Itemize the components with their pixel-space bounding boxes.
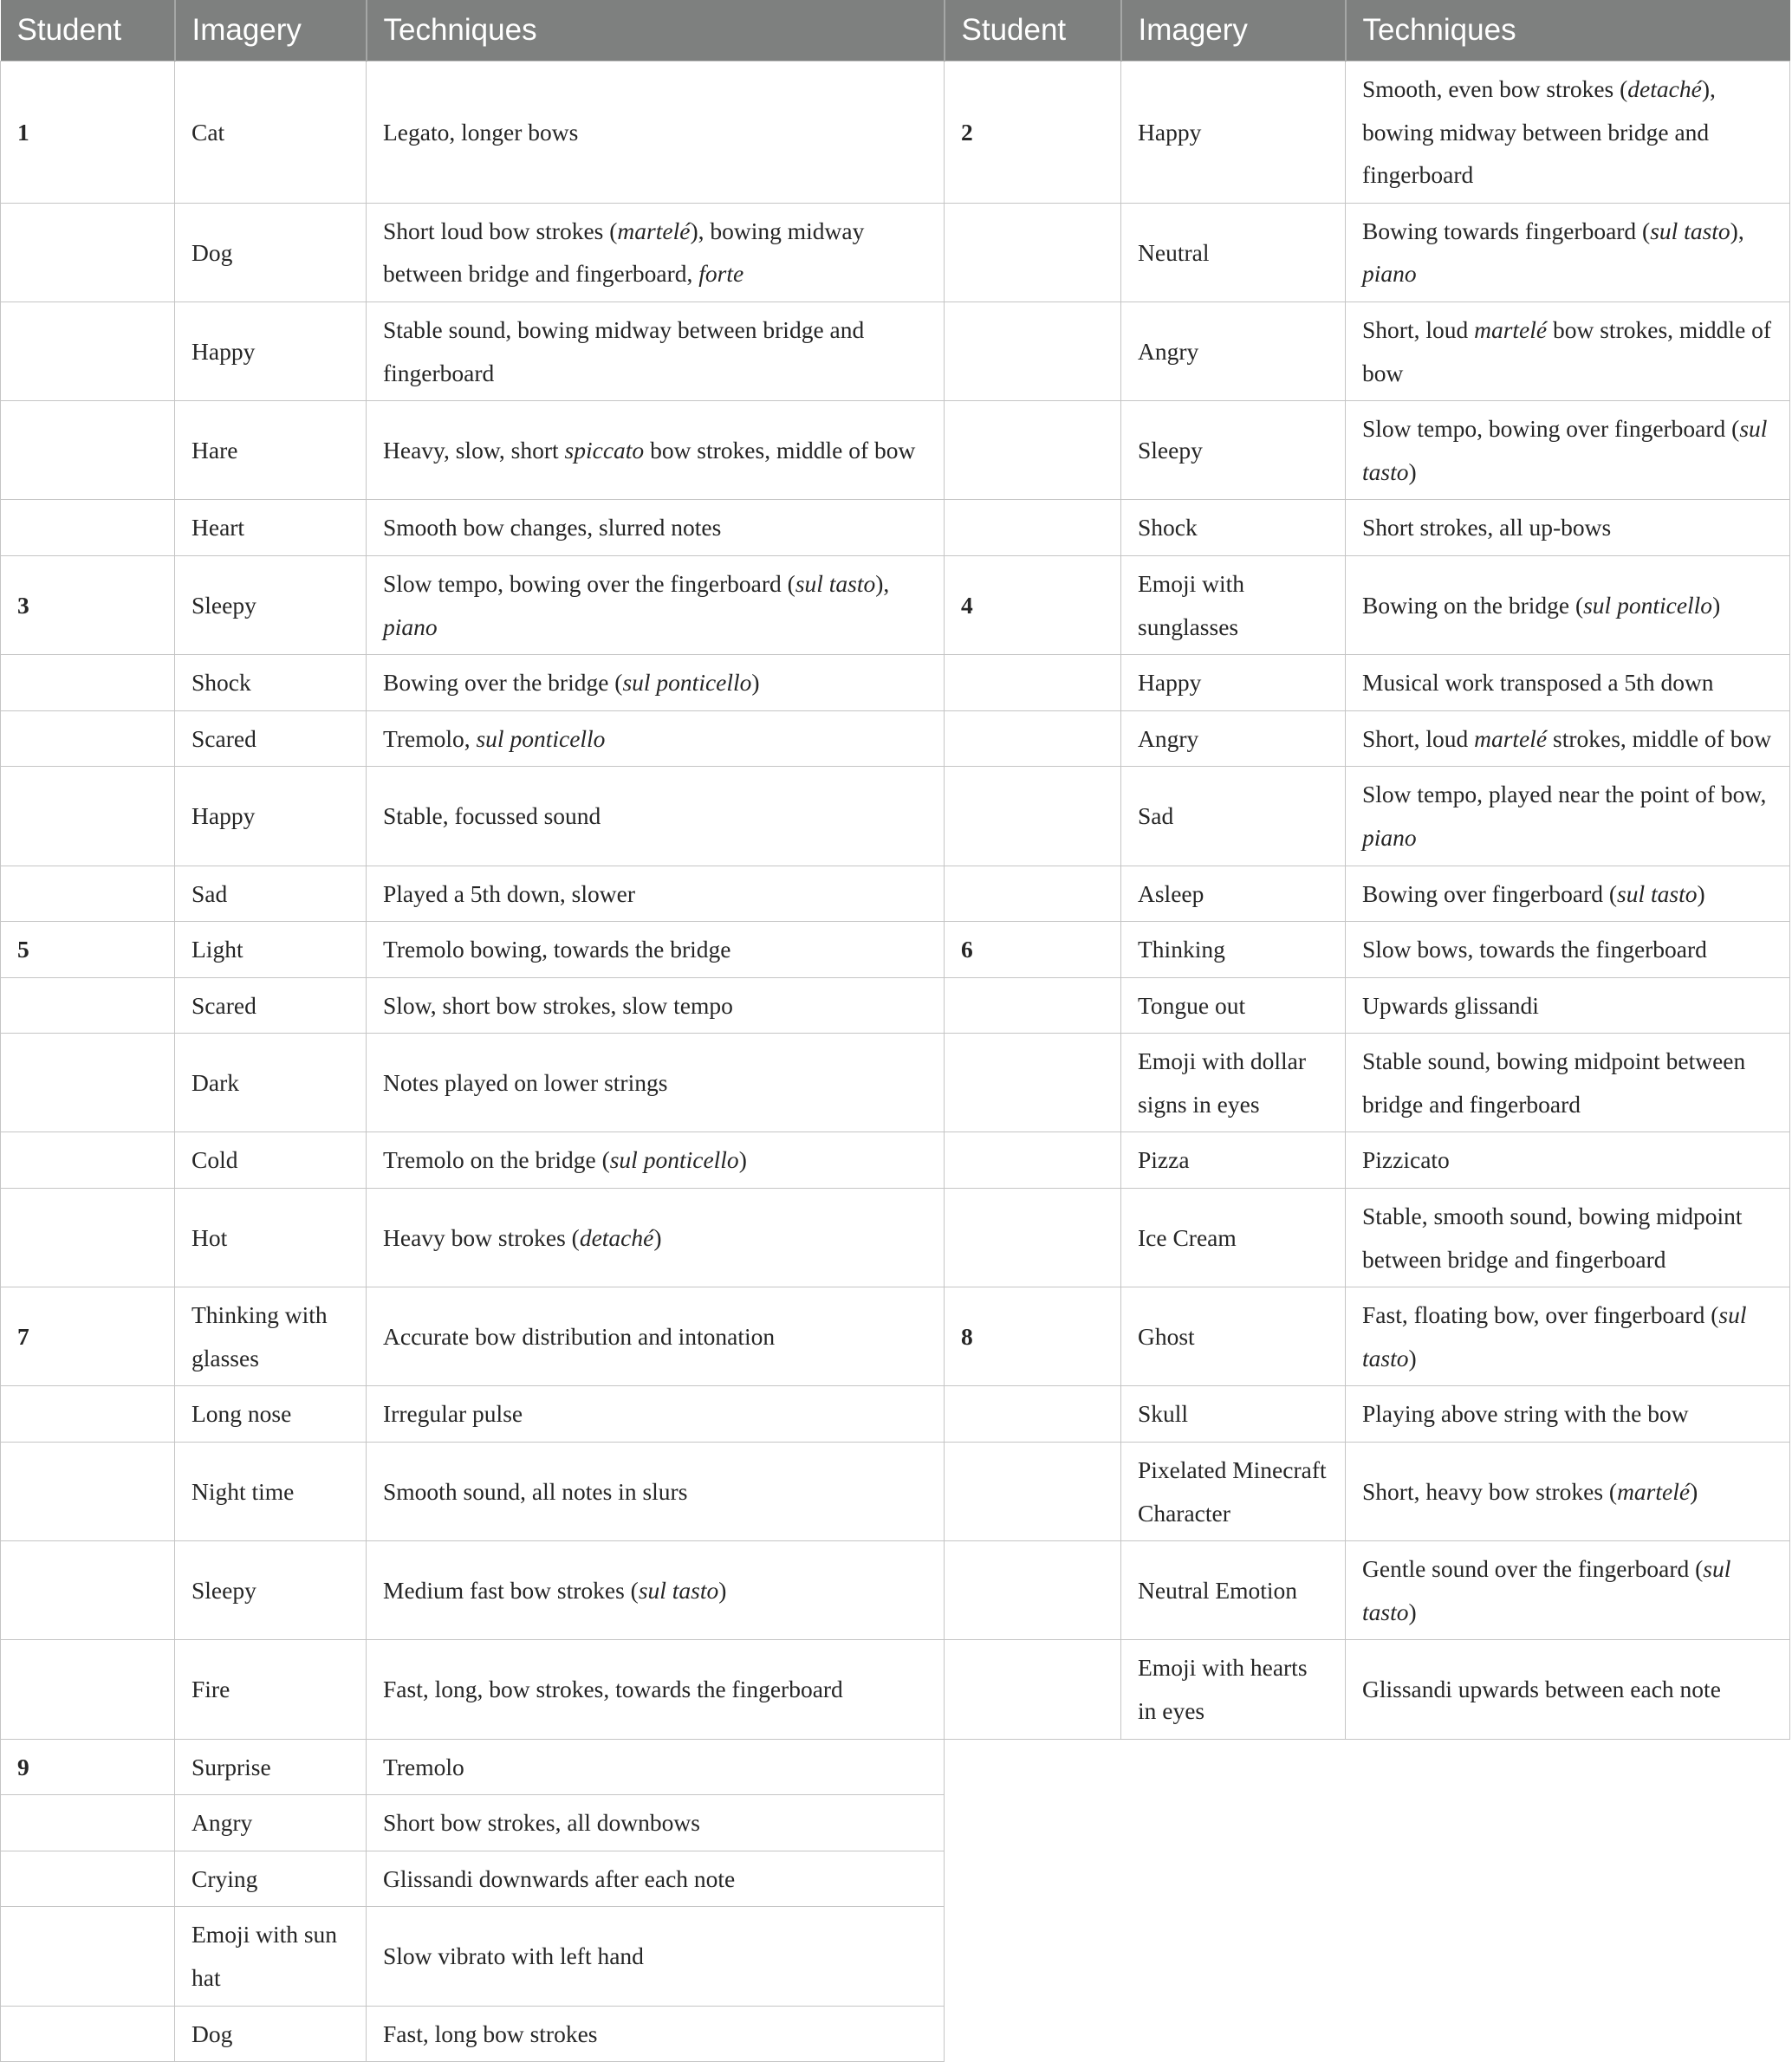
student-cell-right (945, 655, 1121, 711)
imagery-cell-right: Thinking (1121, 922, 1346, 978)
techniques-cell-right: Short, loud martelé strokes, middle of bow (1346, 710, 1790, 767)
student-cell-left (1, 203, 175, 302)
student-cell-left (1, 1851, 175, 1907)
techniques-cell-left: Slow tempo, bowing over the fingerboard (sul tasto), piano (367, 555, 945, 654)
student-cell-right: 2 (945, 62, 1121, 204)
imagery-cell-left: Thinking with glasses (175, 1287, 367, 1386)
techniques-cell-left: Short bow strokes, all downbows (367, 1795, 945, 1851)
imagery-cell-left: Sad (175, 866, 367, 922)
imagery-cell-left: Crying (175, 1851, 367, 1907)
techniques-cell-right: Gentle sound over the fingerboard (sul tasto) (1346, 1541, 1790, 1640)
student-cell-right (945, 500, 1121, 556)
empty-cell (945, 1907, 1790, 2006)
techniques-cell-left: Heavy bow strokes (detaché) (367, 1189, 945, 1287)
header-row (1, 0, 1790, 62)
empty-cell (945, 1795, 1790, 1851)
techniques-cell-right: Bowing towards fingerboard (sul tasto), piano (1346, 203, 1790, 302)
techniques-cell-left: Smooth sound, all notes in slurs (367, 1443, 945, 1541)
imagery-cell-left: Dog (175, 203, 367, 302)
student-cell-right (945, 1034, 1121, 1132)
imagery-cell-left: Long nose (175, 1386, 367, 1443)
student-cell-right (945, 1132, 1121, 1189)
imagery-cell-right: Emoji with hearts in eyes (1121, 1640, 1346, 1739)
imagery-cell-left: Cat (175, 62, 367, 204)
student-cell-right (945, 1640, 1121, 1739)
imagery-cell-right: Sleepy (1121, 401, 1346, 500)
techniques-cell-right: Musical work transposed a 5th down (1346, 655, 1790, 711)
table-row (1, 977, 1790, 1034)
techniques-cell-left: Tremolo on the bridge (sul ponticello) (367, 1132, 945, 1189)
empty-cell (945, 1739, 1790, 1795)
student-cell-left (1, 977, 175, 1034)
student-cell-left (1, 1386, 175, 1443)
techniques-cell-left: Tremolo bowing, towards the bridge (367, 922, 945, 978)
techniques-cell-right: Stable sound, bowing midpoint between bridge and fingerboard (1346, 1034, 1790, 1132)
imagery-cell-left: Hare (175, 401, 367, 500)
table-row (1, 655, 1790, 711)
techniques-cell-left: Legato, longer bows (367, 62, 945, 204)
techniques-cell-left: Slow vibrato with left hand (367, 1907, 945, 2006)
student-cell-right (945, 203, 1121, 302)
imagery-cell-right: Skull (1121, 1386, 1346, 1443)
imagery-cell-right: Angry (1121, 302, 1346, 400)
table-row (1, 1851, 1790, 1907)
student-cell-left (1, 655, 175, 711)
student-cell-left (1, 1443, 175, 1541)
student-cell-right (945, 1443, 1121, 1541)
table-row (1, 1189, 1790, 1287)
imagery-cell-left: Heart (175, 500, 367, 556)
student-cell-left (1, 1795, 175, 1851)
techniques-cell-right: Short, loud martelé bow strokes, middle of bow (1346, 302, 1790, 400)
table-row (1, 62, 1790, 204)
table-row (1, 710, 1790, 767)
imagery-cell-right: Sad (1121, 767, 1346, 866)
techniques-cell-left: Short loud bow strokes (martelé), bowing midway between bridge and fingerboard, forte (367, 203, 945, 302)
imagery-cell-left: Dark (175, 1034, 367, 1132)
header-techniques-left: Techniques (367, 0, 945, 62)
imagery-cell-left: Angry (175, 1795, 367, 1851)
table-row (1, 401, 1790, 500)
techniques-cell-left: Notes played on lower strings (367, 1034, 945, 1132)
student-cell-left (1, 1132, 175, 1189)
table-row (1, 922, 1790, 978)
techniques-cell-left: Fast, long, bow strokes, towards the fingerboard (367, 1640, 945, 1739)
table-row (1, 1907, 1790, 2006)
table-row (1, 1132, 1790, 1189)
table-row (1, 500, 1790, 556)
techniques-cell-left: Stable sound, bowing midway between bridge and fingerboard (367, 302, 945, 400)
techniques-cell-left: Accurate bow distribution and intonation (367, 1287, 945, 1386)
imagery-cell-right: Tongue out (1121, 977, 1346, 1034)
table-row (1, 1386, 1790, 1443)
imagery-cell-right: Angry (1121, 710, 1346, 767)
imagery-cell-right: Ghost (1121, 1287, 1346, 1386)
student-cell-left (1, 1541, 175, 1640)
techniques-cell-left: Stable, focussed sound (367, 767, 945, 866)
student-cell-left (1, 401, 175, 500)
imagery-cell-right: Neutral (1121, 203, 1346, 302)
techniques-cell-right: Short strokes, all up-bows (1346, 500, 1790, 556)
techniques-cell-right: Stable, smooth sound, bowing midpoint between bridge and fingerboard (1346, 1189, 1790, 1287)
student-cell-right (945, 1189, 1121, 1287)
imagery-cell-right: Ice Cream (1121, 1189, 1346, 1287)
student-cell-left (1, 1034, 175, 1132)
student-cell-left: 7 (1, 1287, 175, 1386)
imagery-cell-left: Scared (175, 710, 367, 767)
techniques-cell-right: Pizzicato (1346, 1132, 1790, 1189)
imagery-cell-left: Night time (175, 1443, 367, 1541)
table-row (1, 866, 1790, 922)
student-cell-right (945, 401, 1121, 500)
table-row (1, 1287, 1790, 1386)
imagery-cell-right: Emoji with dollar signs in eyes (1121, 1034, 1346, 1132)
techniques-cell-right: Playing above string with the bow (1346, 1386, 1790, 1443)
header-student-left: Student (1, 0, 175, 62)
imagery-cell-left: Happy (175, 302, 367, 400)
student-cell-left (1, 710, 175, 767)
imagery-cell-right: Happy (1121, 62, 1346, 204)
student-cell-left: 5 (1, 922, 175, 978)
imagery-cell-right: Neutral Emotion (1121, 1541, 1346, 1640)
student-cell-left (1, 1640, 175, 1739)
header-imagery-left: Imagery (175, 0, 367, 62)
techniques-cell-right: Short, heavy bow strokes (martelé) (1346, 1443, 1790, 1541)
table-row (1, 1034, 1790, 1132)
techniques-cell-left: Smooth bow changes, slurred notes (367, 500, 945, 556)
table-body (1, 62, 1790, 2062)
student-cell-left (1, 767, 175, 866)
techniques-cell-left: Fast, long bow strokes (367, 2006, 945, 2062)
student-cell-left: 1 (1, 62, 175, 204)
student-cell-right (945, 302, 1121, 400)
student-cell-right (945, 1541, 1121, 1640)
techniques-cell-left: Tremolo, sul ponticello (367, 710, 945, 767)
student-cell-left: 3 (1, 555, 175, 654)
imagery-cell-left: Shock (175, 655, 367, 711)
imagery-cell-right: Pixelated Minecraft Character (1121, 1443, 1346, 1541)
student-cell-left (1, 866, 175, 922)
imagery-cell-right: Happy (1121, 655, 1346, 711)
student-cell-right (945, 977, 1121, 1034)
table-row (1, 1541, 1790, 1640)
techniques-cell-right: Slow tempo, played near the point of bow, piano (1346, 767, 1790, 866)
student-cell-left (1, 1189, 175, 1287)
student-cell-left: 9 (1, 1739, 175, 1795)
techniques-cell-right: Glissandi upwards between each note (1346, 1640, 1790, 1739)
student-cell-right (945, 1386, 1121, 1443)
imagery-cell-left: Fire (175, 1640, 367, 1739)
student-cell-right (945, 767, 1121, 866)
techniques-cell-right: Slow tempo, bowing over fingerboard (sul tasto) (1346, 401, 1790, 500)
techniques-cell-left: Slow, short bow strokes, slow tempo (367, 977, 945, 1034)
techniques-cell-left: Tremolo (367, 1739, 945, 1795)
imagery-cell-left: Emoji with sun hat (175, 1907, 367, 2006)
techniques-cell-right: Fast, floating bow, over fingerboard (sul tasto) (1346, 1287, 1790, 1386)
techniques-cell-left: Bowing over the bridge (sul ponticello) (367, 655, 945, 711)
techniques-cell-left: Irregular pulse (367, 1386, 945, 1443)
student-cell-right: 4 (945, 555, 1121, 654)
table-row (1, 1795, 1790, 1851)
imagery-cell-left: Surprise (175, 1739, 367, 1795)
techniques-cell-left: Played a 5th down, slower (367, 866, 945, 922)
table-row (1, 767, 1790, 866)
student-cell-left (1, 500, 175, 556)
table-header (1, 0, 1790, 62)
header-student-right: Student (945, 0, 1121, 62)
imagery-cell-left: Hot (175, 1189, 367, 1287)
table-row (1, 203, 1790, 302)
techniques-cell-right: Smooth, even bow strokes (detaché), bowing midway between bridge and fingerboard (1346, 62, 1790, 204)
student-cell-right (945, 710, 1121, 767)
imagery-cell-left: Happy (175, 767, 367, 866)
imagery-cell-right: Shock (1121, 500, 1346, 556)
empty-cell (945, 1851, 1790, 1907)
techniques-cell-right: Slow bows, towards the fingerboard (1346, 922, 1790, 978)
techniques-cell-right: Bowing on the bridge (sul ponticello) (1346, 555, 1790, 654)
table-row (1, 1739, 1790, 1795)
student-cell-right: 6 (945, 922, 1121, 978)
imagery-cell-left: Scared (175, 977, 367, 1034)
table-row (1, 1443, 1790, 1541)
table-row (1, 1640, 1790, 1739)
imagery-cell-left: Light (175, 922, 367, 978)
imagery-cell-left: Cold (175, 1132, 367, 1189)
imagery-cell-left: Dog (175, 2006, 367, 2062)
student-cell-left (1, 302, 175, 400)
techniques-cell-left: Glissandi downwards after each note (367, 1851, 945, 1907)
header-techniques-right: Techniques (1346, 0, 1790, 62)
techniques-cell-left: Heavy, slow, short spiccato bow strokes, middle of bow (367, 401, 945, 500)
imagery-cell-right: Asleep (1121, 866, 1346, 922)
imagery-cell-right: Pizza (1121, 1132, 1346, 1189)
table-row (1, 302, 1790, 400)
table-row (1, 555, 1790, 654)
student-cell-left (1, 1907, 175, 2006)
imagery-cell-left: Sleepy (175, 1541, 367, 1640)
student-cell-right: 8 (945, 1287, 1121, 1386)
header-imagery-right: Imagery (1121, 0, 1346, 62)
techniques-cell-left: Medium fast bow strokes (sul tasto) (367, 1541, 945, 1640)
techniques-cell-right: Upwards glissandi (1346, 977, 1790, 1034)
student-cell-right (945, 866, 1121, 922)
imagery-cell-right: Emoji with sunglasses (1121, 555, 1346, 654)
imagery-cell-left: Sleepy (175, 555, 367, 654)
techniques-cell-right: Bowing over fingerboard (sul tasto) (1346, 866, 1790, 922)
